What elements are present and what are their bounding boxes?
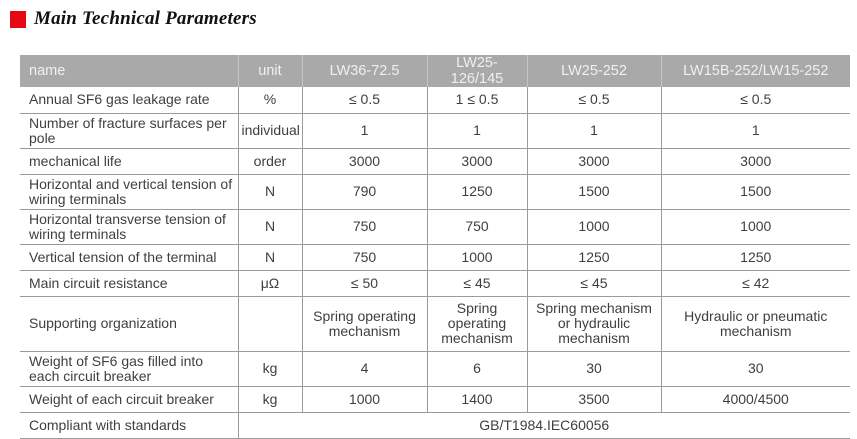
- value-cell: ≤ 45: [427, 270, 527, 296]
- header-cell-name: name: [20, 55, 238, 87]
- standards-value-cell: GB/T1984.IEC60056: [238, 412, 850, 438]
- value-cell: 1000: [427, 244, 527, 270]
- table-row: [20, 351, 850, 386]
- param-name-cell: Compliant with standards: [20, 412, 238, 438]
- value-cell: Spring operating mechanism: [427, 296, 527, 351]
- section-title-row: [10, 8, 257, 30]
- param-name-cell: mechanical life: [20, 148, 238, 174]
- unit-cell: %: [238, 87, 302, 113]
- value-cell: 1: [527, 113, 661, 148]
- value-cell: 790: [302, 174, 427, 209]
- param-name-cell: Horizontal and vertical tension of wiring terminals: [20, 174, 238, 209]
- value-cell: ≤ 42: [661, 270, 850, 296]
- unit-cell: N: [238, 209, 302, 244]
- header-cell-lw25-252: LW25-252: [527, 55, 661, 87]
- param-name-cell: Number of fracture surfaces per pole: [20, 113, 238, 148]
- unit-cell: N: [238, 174, 302, 209]
- table-row: [20, 296, 850, 351]
- value-cell: 3500: [527, 386, 661, 412]
- value-cell: 30: [661, 351, 850, 386]
- value-cell: Spring operating mechanism: [302, 296, 427, 351]
- table-row-standards: [20, 412, 850, 438]
- unit-cell: kg: [238, 386, 302, 412]
- table-row: [20, 174, 850, 209]
- unit-cell: N: [238, 244, 302, 270]
- value-cell: 3000: [302, 148, 427, 174]
- param-name-cell: Supporting organization: [20, 296, 238, 351]
- table-row: [20, 87, 850, 113]
- param-name-cell: Weight of each circuit breaker: [20, 386, 238, 412]
- value-cell: 4: [302, 351, 427, 386]
- value-cell: 1400: [427, 386, 527, 412]
- page-title: Main Technical Parameters: [34, 8, 257, 29]
- value-cell: 30: [527, 351, 661, 386]
- value-cell: 1000: [527, 209, 661, 244]
- value-cell: 3000: [427, 148, 527, 174]
- table-body: [20, 87, 850, 438]
- value-cell: ≤ 0.5: [302, 87, 427, 113]
- value-cell: Hydraulic or pneumatic mechanism: [661, 296, 850, 351]
- param-name-cell: Main circuit resistance: [20, 270, 238, 296]
- value-cell: 6: [427, 351, 527, 386]
- value-cell: 1000: [661, 209, 850, 244]
- value-cell: 750: [427, 209, 527, 244]
- param-name-cell: Annual SF6 gas leakage rate: [20, 87, 238, 113]
- value-cell: 750: [302, 209, 427, 244]
- unit-cell: [238, 296, 302, 351]
- param-name-cell: Weight of SF6 gas filled into each circuit breaker: [20, 351, 238, 386]
- value-cell: 3000: [661, 148, 850, 174]
- red-square-bullet-icon: [10, 11, 26, 28]
- parameters-table: [20, 55, 850, 439]
- value-cell: ≤ 45: [527, 270, 661, 296]
- value-cell: 750: [302, 244, 427, 270]
- value-cell: ≤ 0.5: [527, 87, 661, 113]
- value-cell: 3000: [527, 148, 661, 174]
- param-name-cell: Vertical tension of the terminal: [20, 244, 238, 270]
- header-cell-lw15b-252: LW15B-252/LW15-252: [661, 55, 850, 87]
- value-cell: 1: [661, 113, 850, 148]
- header-cell-lw36-72-5: LW36-72.5: [302, 55, 427, 87]
- value-cell: 1250: [661, 244, 850, 270]
- unit-cell: individual: [238, 113, 302, 148]
- table-row: [20, 113, 850, 148]
- table-row: [20, 244, 850, 270]
- value-cell: 1500: [661, 174, 850, 209]
- unit-cell: kg: [238, 351, 302, 386]
- value-cell: ≤ 0.5: [661, 87, 850, 113]
- value-cell: Spring mechanism or hydraulic mechanism: [527, 296, 661, 351]
- table-header: [20, 55, 850, 87]
- header-cell-unit: unit: [238, 55, 302, 87]
- table-row: [20, 148, 850, 174]
- param-name-cell: Horizontal transverse tension of wiring terminals: [20, 209, 238, 244]
- value-cell: 1: [302, 113, 427, 148]
- header-cell-lw25-126-145: LW25-126/145: [427, 55, 527, 87]
- value-cell: 1: [427, 113, 527, 148]
- value-cell: 4000/4500: [661, 386, 850, 412]
- table-row: [20, 386, 850, 412]
- unit-cell: order: [238, 148, 302, 174]
- value-cell: ≤ 50: [302, 270, 427, 296]
- header-row: [20, 55, 850, 87]
- unit-cell: μΩ: [238, 270, 302, 296]
- value-cell: 1250: [527, 244, 661, 270]
- value-cell: 1 ≤ 0.5: [427, 87, 527, 113]
- table-row: [20, 270, 850, 296]
- table-row: [20, 209, 850, 244]
- value-cell: 1000: [302, 386, 427, 412]
- value-cell: 1500: [527, 174, 661, 209]
- value-cell: 1250: [427, 174, 527, 209]
